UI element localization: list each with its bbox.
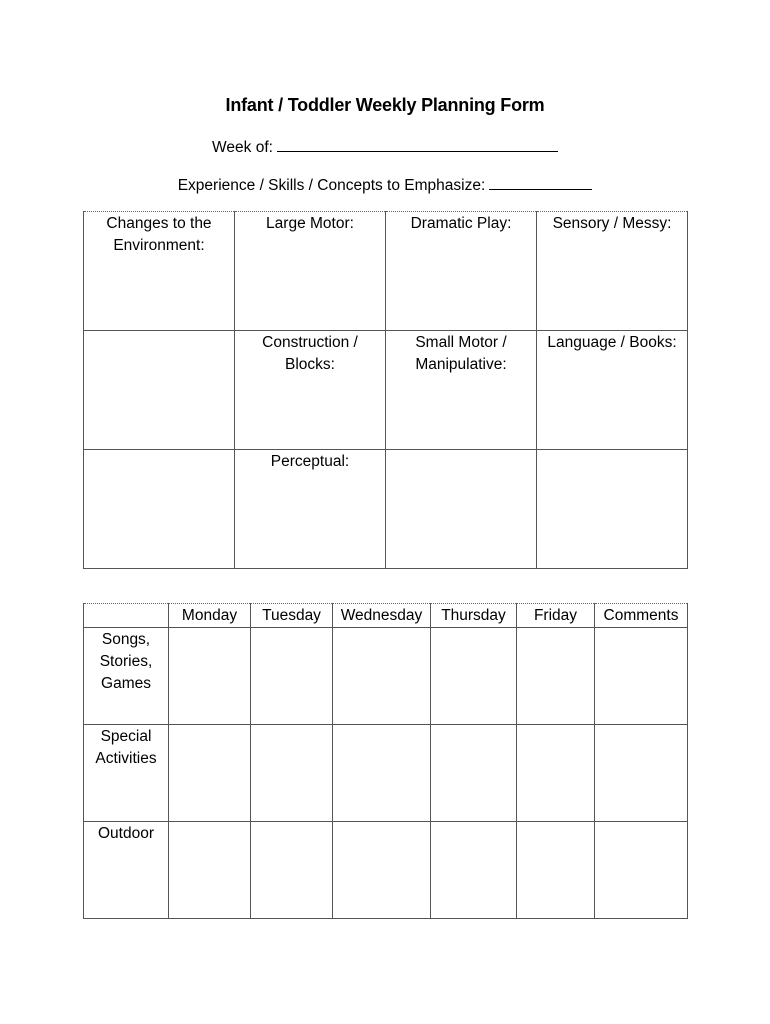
schedule-cell[interactable] [595,822,688,919]
sensory-messy-cell[interactable] [537,212,688,331]
emphasize-label: Experience / Skills / Concepts to Emphasize: [177,177,486,194]
table-row [84,628,688,725]
schedule-cell[interactable] [251,822,333,919]
form-title: Infant / Toddler Weekly Planning Form [225,95,545,115]
week-of-field[interactable] [277,137,558,152]
friday-header: Friday [517,604,595,628]
language-books-cell[interactable] [537,331,688,450]
corner-header-cell [84,604,169,628]
construction-blocks-label: Construction / Blocks: [262,334,358,373]
songs-stories-games-label: Songs, Stories, Games [99,631,153,692]
outdoor-label: Outdoor [97,825,154,842]
schedule-cell[interactable] [517,822,595,919]
emphasize-line [0,175,770,195]
schedule-cell[interactable] [169,628,251,725]
changes-environment-cell[interactable] [84,212,235,331]
table-row [84,822,688,919]
construction-blocks-cell[interactable] [235,331,386,450]
schedule-cell[interactable] [333,628,431,725]
emphasize-field[interactable] [489,175,592,190]
schedule-cell[interactable] [333,822,431,919]
thursday-header: Thursday [431,604,517,628]
large-motor-cell[interactable] [235,212,386,331]
perceptual-label: Perceptual: [270,453,350,470]
wednesday-header: Wednesday [333,604,431,628]
language-books-label: Language / Books: [547,334,677,351]
planning-grid [83,211,688,569]
row-label-cell [84,628,169,725]
special-activities-label: Special Activities [95,728,157,767]
changes-environment-label: Changes to the Environment: [106,215,212,254]
comments-header: Comments [595,604,688,628]
tuesday-header: Tuesday [251,604,333,628]
schedule-cell[interactable] [169,822,251,919]
monday-header: Monday [169,604,251,628]
table-row [84,725,688,822]
large-motor-label: Large Motor: [266,215,354,232]
small-motor-label: Small Motor / Manipulative: [415,334,507,373]
weekly-schedule-grid [83,603,688,919]
week-of-line [0,137,770,157]
schedule-cell[interactable] [431,822,517,919]
schedule-cell[interactable] [169,725,251,822]
perceptual-cell[interactable] [235,450,386,569]
row-label-cell [84,822,169,919]
blank-cell[interactable] [84,450,235,569]
schedule-cell[interactable] [595,725,688,822]
schedule-cell[interactable] [431,628,517,725]
schedule-cell[interactable] [333,725,431,822]
planning-row [84,331,688,450]
row-label-cell [84,725,169,822]
blank-cell[interactable] [537,450,688,569]
sensory-messy-label: Sensory / Messy: [552,215,672,232]
planning-row [84,450,688,569]
small-motor-cell[interactable] [386,331,537,450]
schedule-cell[interactable] [251,725,333,822]
blank-cell[interactable] [84,331,235,450]
blank-cell[interactable] [386,450,537,569]
dramatic-play-label: Dramatic Play: [410,215,512,232]
schedule-cell[interactable] [517,725,595,822]
week-of-label: Week of: [212,139,273,156]
schedule-cell[interactable] [517,628,595,725]
schedule-cell[interactable] [595,628,688,725]
weekday-header-row [84,604,688,628]
schedule-cell[interactable] [251,628,333,725]
schedule-cell[interactable] [431,725,517,822]
planning-row [84,212,688,331]
dramatic-play-cell[interactable] [386,212,537,331]
